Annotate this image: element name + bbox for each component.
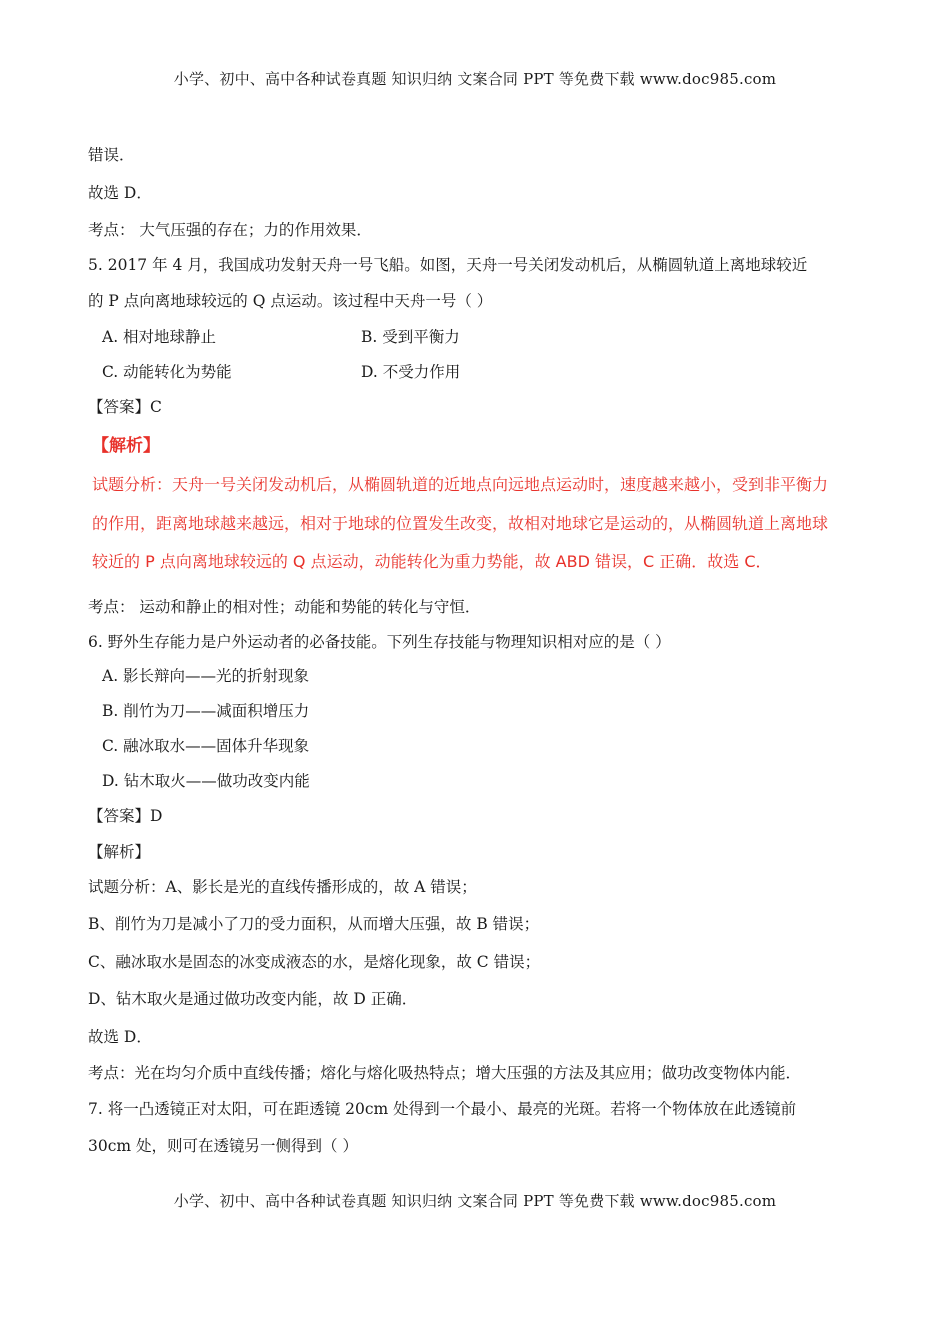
q7-stem-1: 7. 将一凸透镜正对太阳，可在距透镜 20cm 处得到一个最小、最亮的光斑。若将一个物体放在此透镜前 [88, 1100, 797, 1118]
q6-option-d: D. 钻木取火——做功改变内能 [102, 772, 310, 790]
q7-stem-2: 30cm 处，则可在透镜另一侧得到（ ） [88, 1137, 358, 1155]
q6-analysis-line-1: 试题分析：A、影长是光的直线传播形成的，故 A 错误； [88, 878, 477, 896]
page-footer: 小学、初中、高中各种试卷真题 知识归纳 文案合同 PPT 等免费下载 www.doc985.com [173, 1192, 777, 1210]
q6-answer: 【答案】D [88, 807, 163, 825]
page-header: 小学、初中、高中各种试卷真题 知识归纳 文案合同 PPT 等免费下载 www.doc985.com [173, 70, 777, 88]
q6-option-c: C. 融冰取水——固体升华现象 [102, 737, 310, 755]
q5-option-c: C. 动能转化为势能 [102, 363, 232, 381]
q5-option-b: B. 受到平衡力 [361, 328, 460, 346]
q6-analysis-line-3: C、融冰取水是固态的冰变成液态的水，是熔化现象，故 C 错误； [88, 953, 541, 971]
prev-kaodian: 考点： 大气压强的存在；力的作用效果． [88, 221, 372, 239]
q5-stem-1: 5. 2017 年 4 月，我国成功发射天舟一号飞船。如图，天舟一号关闭发动机后，从椭圆轨道上离地球较近 [88, 256, 808, 274]
q6-analysis-title: 【解析】 [88, 843, 151, 861]
q6-choose: 故选 D． [88, 1028, 152, 1046]
q5-answer: 【答案】C [88, 398, 162, 416]
q6-option-a: A. 影长辩向——光的折射现象 [102, 667, 310, 685]
q6-analysis-line-2: B、削竹为刀是减小了刀的受力面积，从而增大压强，故 B 错误； [88, 915, 540, 933]
q5-stem-2: 的 P 点向离地球较远的 Q 点运动。该过程中天舟一号（ ） [88, 292, 493, 310]
q5-option-d: D. 不受力作用 [361, 363, 461, 381]
q5-analysis-title: 【解析】 [92, 436, 160, 456]
prev-line: 错误． [88, 146, 135, 164]
q6-kaodian: 考点：光在均匀介质中直线传播；熔化与熔化吸热特点；增大压强的方法及其应用；做功改变物体内能． [88, 1064, 802, 1082]
q5-kaodian: 考点： 运动和静止的相对性；动能和势能的转化与守恒． [88, 598, 481, 616]
q5-option-a: A. 相对地球静止 [102, 328, 217, 346]
q6-stem: 6. 野外生存能力是户外运动者的必备技能。下列生存技能与物理知识相对应的是（ ） [88, 633, 671, 651]
q5-analysis-line-2: 的作用，距离地球越来越远，相对于地球的位置发生改变，故相对地球它是运动的，从椭圆轨道上离地球 [92, 514, 829, 533]
q5-analysis-line-3: 较近的 P 点向离地球较远的 Q 点运动，动能转化为重力势能，故 ABD 错误，C 正确．故选 C． [92, 552, 772, 571]
prev-choose: 故选 D． [88, 184, 152, 202]
q6-option-b: B. 削竹为刀——减面积增压力 [102, 702, 310, 720]
q5-analysis-line-1: 试题分析：天舟一号关闭发动机后，从椭圆轨道的近地点向远地点运动时，速度越来越小，受到非平衡力 [92, 475, 829, 494]
q6-analysis-line-4: D、钻木取火是通过做功改变内能，故 D 正确． [88, 990, 418, 1008]
